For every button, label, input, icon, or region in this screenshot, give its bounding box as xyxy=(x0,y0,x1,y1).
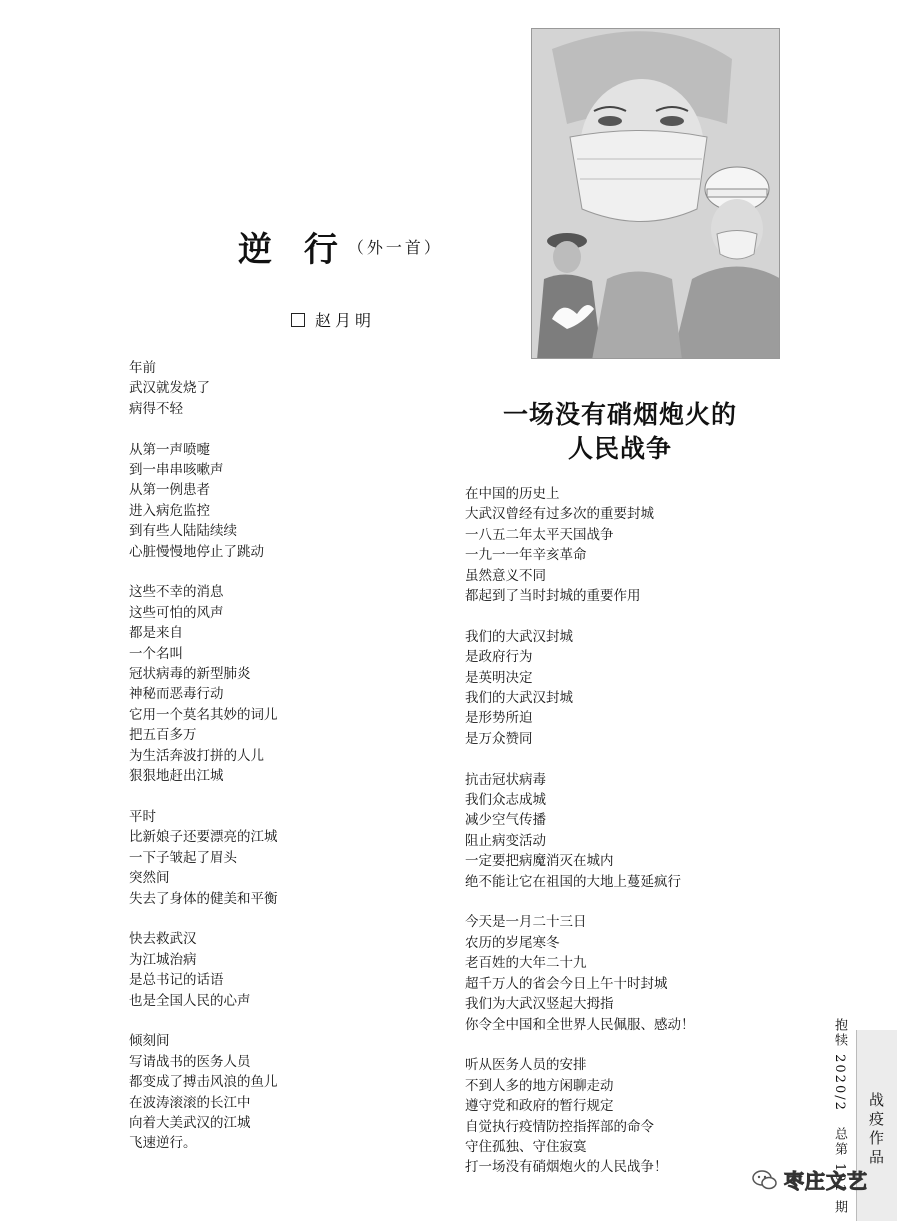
medical-workers-illustration xyxy=(532,29,780,359)
poem-line: 倾刻间 xyxy=(129,1033,170,1050)
wechat-icon xyxy=(752,1167,778,1193)
stanza xyxy=(129,1031,278,1153)
poem-line: 到有些人陆陆续续 xyxy=(129,523,237,540)
poem-line: 是万众赞同 xyxy=(465,730,533,747)
poem-line: 冠状病毒的新型肺炎 xyxy=(129,666,251,683)
poem-line: 病得不轻 xyxy=(129,400,183,417)
poem-line: 都起到了当时封城的重要作用 xyxy=(465,588,641,605)
poem-line: 为江城治病 xyxy=(129,951,197,968)
poem-line: 快去救武汉 xyxy=(129,931,197,948)
poem-line: 是政府行为 xyxy=(465,649,533,666)
poem-line: 我们为大武汉竖起大拇指 xyxy=(465,996,614,1013)
poem-line: 抗击冠状病毒 xyxy=(465,771,546,788)
poem-line: 平时 xyxy=(129,808,156,825)
poem-line: 神秘而恶毒行动 xyxy=(129,686,224,703)
poem-line: 从第一例患者 xyxy=(129,482,210,499)
stanza xyxy=(129,582,278,786)
poem-line: 把五百多万 xyxy=(129,727,197,744)
watermark-text: 枣庄文艺 xyxy=(784,1169,868,1193)
poem-line: 大武汉曾经有过多次的重要封城 xyxy=(465,506,654,523)
poem-line: 遵守党和政府的暂行规定 xyxy=(465,1098,614,1115)
watermark xyxy=(752,1165,868,1194)
stanza xyxy=(465,770,695,892)
poem1-title-block xyxy=(238,222,443,271)
poem-line: 一下子皱起了眉头 xyxy=(129,849,237,866)
poem-line: 进入病危监控 xyxy=(129,502,210,519)
poem1-title: 逆 行 xyxy=(238,230,348,270)
poem-line: 老百姓的大年二十九 xyxy=(465,955,587,972)
poem-line: 一个名叫 xyxy=(129,645,183,662)
poem-line: 从第一声喷嚏 xyxy=(129,441,210,458)
poem-line: 心脏慢慢地停止了跳动 xyxy=(129,543,264,560)
journal-issue: 抱犊 2020/2 总第 191 期 xyxy=(832,1018,847,1215)
poem-line: 比新娘子还要漂亮的江城 xyxy=(129,829,278,846)
poem-line: 虽然意义不同 xyxy=(465,567,546,584)
stanza xyxy=(129,358,278,419)
stanza xyxy=(129,807,278,909)
poem-line: 在中国的历史上 xyxy=(465,486,560,502)
poem-line: 你令全中国和全世界人民佩服、感动！ xyxy=(465,1016,695,1033)
poem-line: 今天是一月二十三日 xyxy=(465,914,587,931)
poem-line: 我们众志成城 xyxy=(465,792,546,809)
poem2-title-line: 人民战争 xyxy=(567,434,672,463)
poem2-body xyxy=(465,484,695,1198)
poem-line: 自觉执行疫情防控指挥部的命令 xyxy=(465,1118,654,1135)
stanza xyxy=(129,440,278,562)
stanza xyxy=(465,1055,695,1177)
poem-line: 突然间 xyxy=(129,870,170,887)
poem-line: 写请战书的医务人员 xyxy=(129,1053,251,1070)
poem-line: 一八五二年太平天国战争 xyxy=(465,526,614,543)
column-name: 战疫作品 xyxy=(867,1092,885,1168)
poem-line: 在波涛滚滚的长江中 xyxy=(129,1094,251,1111)
poem-line: 武汉就发烧了 xyxy=(129,380,210,397)
poem1-subtitle: （外一首） xyxy=(347,238,443,257)
poem-line: 是英明决定 xyxy=(465,669,533,686)
poem-line: 也是全国人民的心声 xyxy=(129,992,251,1009)
poem-line: 是形势所迫 xyxy=(465,710,533,727)
poem2-title-line: 一场没有硝烟炮火的 xyxy=(502,400,737,429)
poem-line: 农历的岁尾寒冬 xyxy=(465,934,560,951)
poem-line: 这些可怕的风声 xyxy=(129,604,224,621)
poem-line: 听从医务人员的安排 xyxy=(465,1057,587,1074)
poem-line: 为生活奔波打拼的人儿 xyxy=(129,747,264,764)
poem-line: 它用一个莫名其妙的词儿 xyxy=(129,706,278,723)
poem-line: 守住孤独、守住寂寞 xyxy=(465,1138,587,1155)
poem-line: 我们的大武汉封城 xyxy=(465,690,573,707)
poem-line: 狠狠地赶出江城 xyxy=(129,768,224,785)
poem-line: 不到人多的地方闲聊走动 xyxy=(465,1077,614,1094)
poem-line: 年前 xyxy=(129,360,156,376)
stanza xyxy=(465,912,695,1034)
poem-line: 都是来自 xyxy=(129,625,183,642)
poem-line: 这些不幸的消息 xyxy=(129,584,224,601)
stanza xyxy=(129,929,278,1011)
stanza xyxy=(465,484,695,606)
poem-line: 失去了身体的健美和平衡 xyxy=(129,890,278,907)
poem-line: 一定要把病魔消灭在城内 xyxy=(465,853,614,870)
poem-line: 阻止病变活动 xyxy=(465,832,546,849)
poem-line: 到一串串咳嗽声 xyxy=(129,462,224,479)
poem1-body xyxy=(129,358,278,1174)
poem-line: 向着大美武汉的江城 xyxy=(129,1114,251,1131)
poem-line: 一九一一年辛亥革命 xyxy=(465,547,587,564)
poem-line: 是总书记的话语 xyxy=(129,972,224,989)
author-line xyxy=(291,308,375,331)
poem-line: 我们的大武汉封城 xyxy=(465,628,573,645)
poem2-title xyxy=(480,398,760,466)
poem-line: 打一场没有硝烟炮火的人民战争！ xyxy=(465,1159,668,1176)
poem-line: 飞速逆行。 xyxy=(129,1135,197,1152)
poem-line: 减少空气传播 xyxy=(465,812,546,829)
illustration-image xyxy=(531,28,780,359)
stanza xyxy=(465,627,695,749)
poem-line: 都变成了搏击风浪的鱼儿 xyxy=(129,1074,278,1091)
poem-line: 绝不能让它在祖国的大地上蔓延疯行 xyxy=(465,873,681,890)
author-name: 赵月明 xyxy=(315,311,376,330)
poem-line: 超千万人的省会今日上午十时封城 xyxy=(465,975,668,992)
author-box-icon xyxy=(291,313,305,327)
